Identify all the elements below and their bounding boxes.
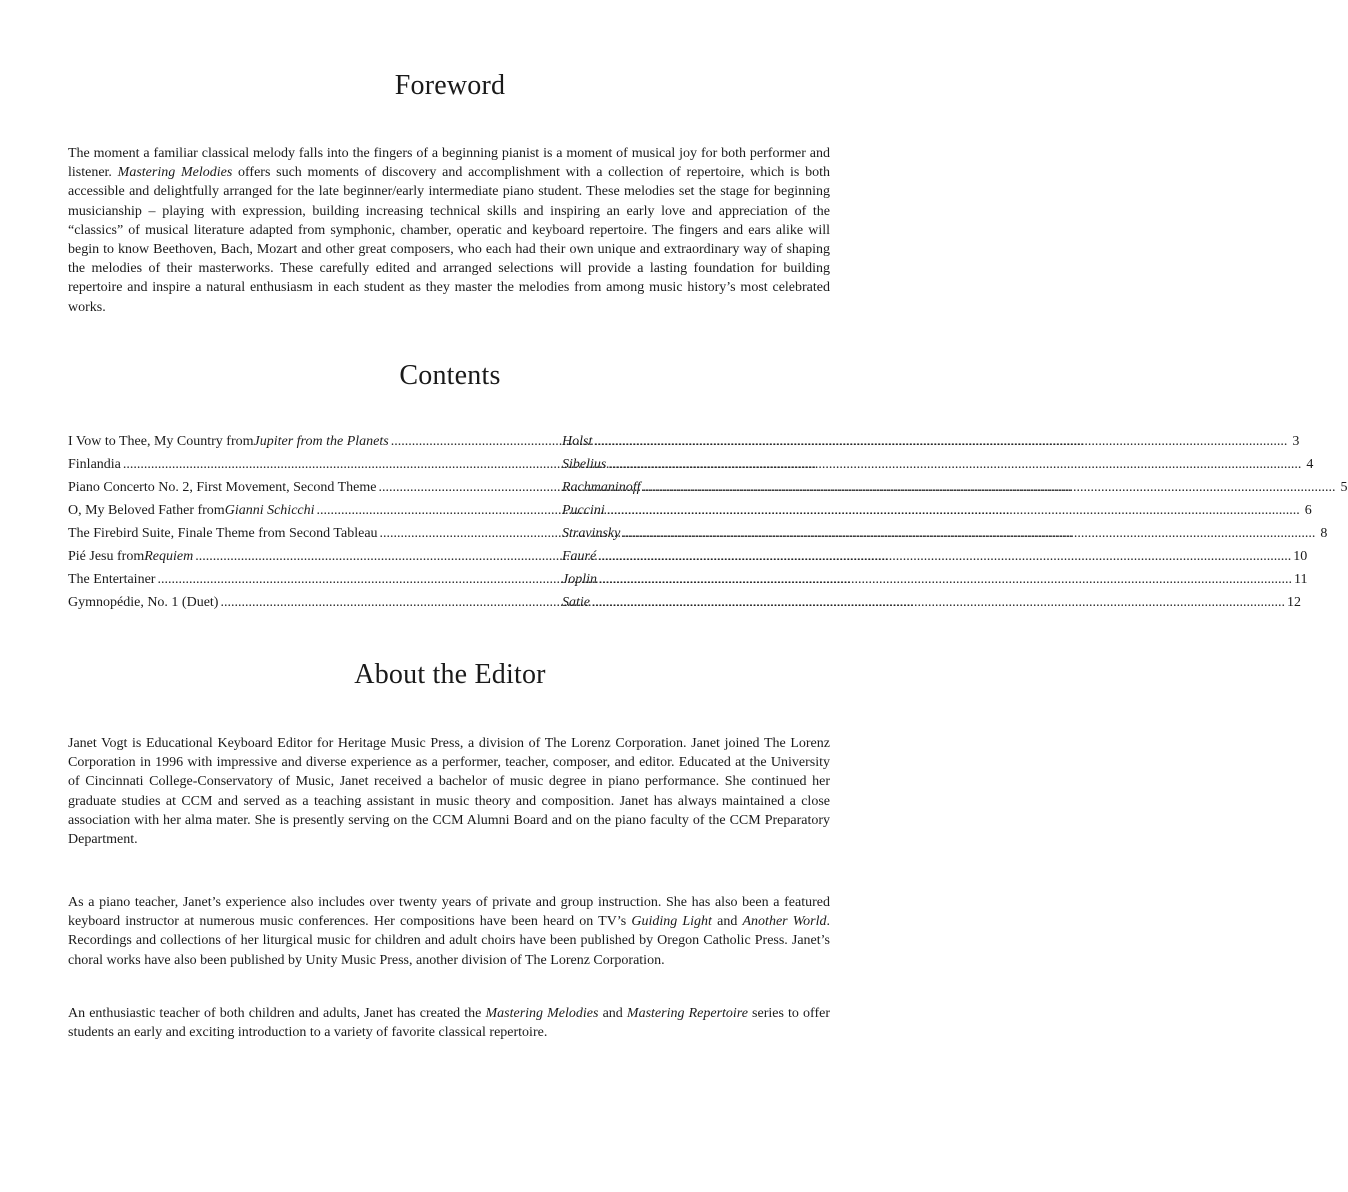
entry-page-number: 5 xyxy=(1340,480,1348,495)
entry-page-number: 4 xyxy=(1306,457,1314,472)
foreword-text-2: offers such moments of discovery and accomplishment with a collection of repertoire, which is both accessible and delightfully arranged for the late beginner/early intermediate piano student. These melodies set the stage for beginning musicianship – playing with expression, building increasing technical skills and inspiring an early love and appreciation of the “classics” of musical literature adapted from symphonic, chamber, operatic and keyboard repertoire. The fingers and ears alike will begin to know Beethoven, Bach, Mozart and other great composers, who each had their own unique and extraordinary way of shaping the melodies of their masterworks. These carefully edited and arranged selections will provide a lasting foundation for building repertoire and inspire a natural enthusiasm in each student as they master the melodies from among music history’s most celebrated works. xyxy=(68,165,831,315)
dot-leader xyxy=(317,503,560,519)
dot-leader xyxy=(594,434,1287,450)
editor-p2-text-1: As a piano teacher, Janet’s experience also includes over twenty years of private and group instruction. She has also been a featured keyboard instructor at numerous music conferences. Her compositions have been heard on TV’s xyxy=(68,895,830,930)
entry-composer: Joplin xyxy=(562,572,597,587)
contents-entry xyxy=(68,434,1300,457)
dot-leader xyxy=(622,526,1315,542)
dot-leader xyxy=(643,480,1336,496)
dot-leader xyxy=(380,526,560,542)
entry-title-italic: Requiem xyxy=(144,549,194,564)
entry-page-number: 10 xyxy=(1293,549,1308,564)
entry-title: Gymnopédie, No. 1 (Duet) xyxy=(68,595,219,610)
editor-paragraph-2 xyxy=(68,893,830,970)
dot-leader xyxy=(391,434,560,450)
dot-leader xyxy=(195,549,560,565)
entry-page-number: 11 xyxy=(1294,572,1308,587)
contents-entry xyxy=(68,457,1314,480)
entry-composer: Holst xyxy=(562,434,593,449)
entry-title: Finlandia xyxy=(68,457,121,472)
foreword-text-1: The moment a familiar classical melody falls into the fingers of a beginning pianist is a moment of musical joy for both performer and listener. xyxy=(68,146,830,181)
entry-composer: Puccini xyxy=(562,503,605,518)
entry-composer: Satie xyxy=(562,595,590,610)
tv-show-title: Another World xyxy=(742,914,827,930)
entry-page-number: 12 xyxy=(1287,595,1301,610)
contents-entry xyxy=(68,503,1312,526)
entry-composer: Sibelius xyxy=(562,457,607,472)
editor-p3-text-1: An enthusiastic teacher of both children and adults, Janet has created the xyxy=(68,1006,486,1021)
entry-title-italic: Gianni Schicchi xyxy=(224,503,315,518)
entry-page-number: 3 xyxy=(1292,434,1300,449)
dot-leader xyxy=(599,572,1292,588)
editor-p3-text-3: series to offer students an early and exciting introduction to a variety of favorite classical repertoire. xyxy=(68,1006,830,1041)
foreword-heading: Foreword xyxy=(394,70,506,101)
about-editor-heading: About the Editor xyxy=(354,659,546,690)
dot-leader xyxy=(378,480,560,496)
series-title: Mastering Melodies xyxy=(485,1006,599,1021)
entry-title: The Entertainer xyxy=(68,572,156,587)
foreword-book-title: Mastering Melodies xyxy=(117,165,233,181)
contents-list xyxy=(68,434,1348,618)
entry-title: Pié Jesu from xyxy=(68,549,145,564)
entry-composer: Stravinsky xyxy=(562,526,621,541)
tv-show-title: Guiding Light xyxy=(631,914,712,930)
entry-page-number: 6 xyxy=(1304,503,1312,518)
foreword-paragraph xyxy=(68,144,830,317)
contents-entry xyxy=(68,572,1308,595)
contents-entry xyxy=(68,480,1348,503)
editor-p2-text-2: and xyxy=(711,914,743,930)
entry-title-italic: Jupiter from the Planets xyxy=(253,434,389,449)
editor-p3-text-2: and xyxy=(598,1006,627,1021)
entry-composer: Rachmaninoff xyxy=(562,480,641,495)
contents-entry xyxy=(68,549,1308,572)
contents-entry xyxy=(68,595,1301,618)
editor-paragraph-3 xyxy=(68,1004,830,1042)
series-title: Mastering Repertoire xyxy=(626,1006,748,1021)
dot-leader xyxy=(123,457,560,473)
dot-leader xyxy=(607,503,1300,519)
entry-title: Piano Concerto No. 2, First Movement, Second Theme xyxy=(68,480,377,495)
editor-paragraph-1: Janet Vogt is Educational Keyboard Editor for Heritage Music Press, a division of The Lorenz Corporation. Janet joined The Lorenz Corporation in 1996 with impressive and diverse experience as a performer, teacher, composer, and editor. Educated at the University of Cincinnati College-Conservatory of Music, Janet received a bachelor of music degree in piano performance. She continued her graduate studies at CCM and served as a teaching assistant in music theory and composition. Janet has always maintained a close association with her alma mater. She is presently serving on the CCM Alumni Board and on the piano faculty of the CCM Preparatory Department. xyxy=(68,736,830,848)
contents-entry xyxy=(68,526,1328,549)
dot-leader xyxy=(598,549,1291,565)
dot-leader xyxy=(592,595,1285,611)
contents-heading: Contents xyxy=(399,360,501,391)
entry-title: The Firebird Suite, Finale Theme from Second Tableau xyxy=(68,526,378,541)
dot-leader xyxy=(608,457,1301,473)
entry-title: O, My Beloved Father from xyxy=(68,503,225,518)
entry-composer: Fauré xyxy=(562,549,597,564)
editor-p2-text-3: . Recordings and collections of her liturgical music for children and adult choirs have been published by Oregon Catholic Press. Janet’s choral works have also been published by Unity Music Press, another division of The Lorenz Corporation. xyxy=(68,914,830,968)
dot-leader xyxy=(220,595,560,611)
entry-page-number: 8 xyxy=(1320,526,1328,541)
dot-leader xyxy=(157,572,560,588)
entry-title: I Vow to Thee, My Country from xyxy=(68,434,254,449)
